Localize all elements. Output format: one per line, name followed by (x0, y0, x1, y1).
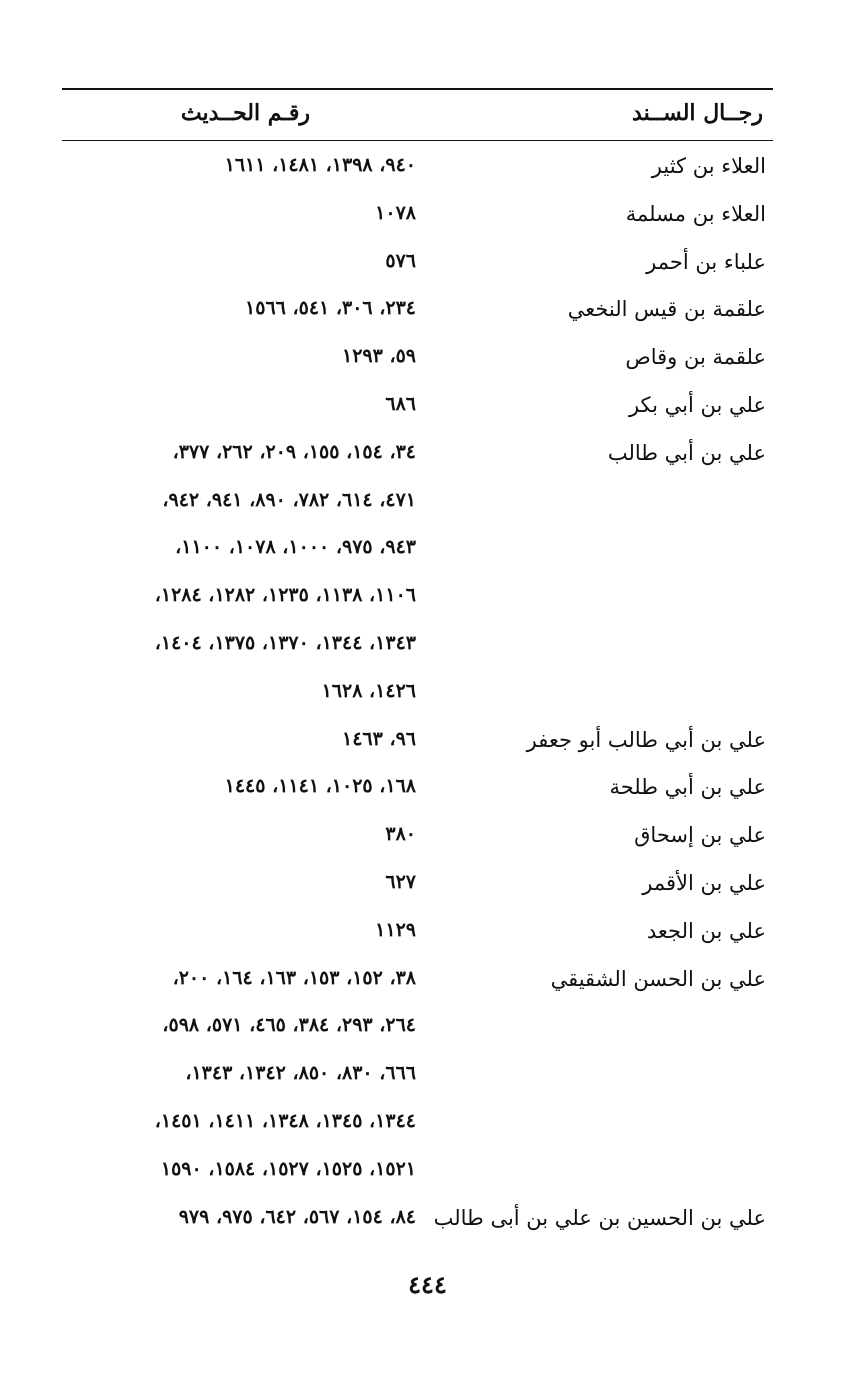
hadith-numbers: ١١٠٦، ١١٣٨، ١٢٣٥، ١٢٨٢، ١٢٨٤، (154, 584, 416, 607)
narrator-name: علي بن أبي طلحة (609, 775, 766, 800)
hadith-numbers: ٦٦٦، ٨٣٠، ٨٥٠، ١٣٤٢، ١٣٤٣، (185, 1062, 416, 1085)
narrator-name: علباء بن أحمر (646, 249, 766, 274)
table-row (60, 1006, 766, 1054)
hadith-numbers: ٢٦٤، ٢٩٣، ٣٨٤، ٤٦٥، ٥٧١، ٥٩٨، (162, 1014, 416, 1037)
table-row (60, 911, 766, 959)
table-row (60, 767, 766, 815)
hadith-numbers: ٥٩، ١٢٩٣ (342, 345, 416, 368)
narrator-name: علي بن الجعد (646, 918, 766, 943)
hadith-numbers: ١٦٨، ١٠٢٥، ١١٤١، ١٤٤٥ (224, 775, 416, 798)
table-row (60, 672, 766, 720)
hadith-numbers: ٩٤٠، ١٣٩٨، ١٤٨١، ١٦١١ (224, 154, 416, 176)
table-row (60, 194, 766, 242)
narrator-name: علي بن الحسن الشقيقي (550, 966, 766, 991)
table-row (60, 481, 766, 529)
hadith-numbers: ١٣٤٣، ١٣٤٤، ١٣٧٠، ١٣٧٥، ١٤٠٤، (154, 631, 416, 654)
narrator-name: علقمة بن قيس النخعي (567, 297, 766, 322)
header-narrators: رجــال الســند (632, 100, 763, 126)
hadith-numbers: ٩٤٣، ٩٧٥، ١٠٠٠، ١٠٧٨، ١١٠٠، (175, 536, 416, 559)
table-row (60, 1102, 766, 1150)
header-rule (62, 140, 773, 141)
narrator-name: علي بن أبي طالب أبو جعفر (526, 727, 766, 752)
narrator-name: علقمة بن وقاص (625, 345, 766, 370)
table-row (60, 289, 766, 337)
hadith-numbers: ٨٤، ١٥٤، ٥٦٧، ٦٤٢، ٩٧٥، ٩٧٩ (178, 1205, 416, 1228)
hadith-numbers: ٩٦، ١٤٦٣ (342, 727, 416, 750)
top-rule (62, 88, 773, 90)
table-row (60, 1150, 766, 1198)
table-row (60, 528, 766, 576)
hadith-numbers: ١٥٢١، ١٥٢٥، ١٥٢٧، ١٥٨٤، ١٥٩٠ (160, 1157, 416, 1180)
hadith-numbers: ١٤٢٦، ١٦٢٨ (321, 679, 416, 702)
table-row (60, 385, 766, 433)
hadith-numbers: ٦٢٧ (385, 870, 416, 893)
table-row (60, 146, 766, 194)
hadith-numbers: ٣٨٠ (385, 823, 416, 846)
table-row (60, 815, 766, 863)
hadith-numbers: ٣٨، ١٥٢، ١٥٣، ١٦٣، ١٦٤، ٢٠٠، (172, 966, 416, 989)
narrator-name: العلاء بن كثير (651, 154, 766, 178)
hadith-numbers: ١٠٧٨ (375, 201, 416, 224)
narrator-name: علي بن أبي طالب (607, 440, 766, 465)
table-row (60, 1198, 766, 1246)
hadith-numbers: ٤٧١، ٦١٤، ٧٨٢، ٨٩٠، ٩٤١، ٩٤٢، (162, 488, 416, 511)
narrator-name: علي بن الحسين بن علي بن أبى طالب (433, 1205, 766, 1230)
narrator-name: العلاء بن مسلمة (625, 201, 766, 226)
table-row (60, 720, 766, 768)
hadith-numbers: ٦٨٦ (385, 392, 416, 415)
narrator-name: علي بن أبي بكر (628, 392, 766, 417)
table-row (60, 1054, 766, 1102)
hadith-numbers: ٢٣٤، ٣٠٦، ٥٤١، ١٥٦٦ (245, 297, 416, 320)
table-row (60, 863, 766, 911)
table-row (60, 242, 766, 290)
table-row (60, 624, 766, 672)
table-row (60, 576, 766, 624)
hadith-numbers: ٣٤، ١٥٤، ١٥٥، ٢٠٩، ٢٦٢، ٣٧٧، (172, 440, 416, 463)
page-number: ٤٤٤ (408, 1270, 447, 1299)
header-hadith-numbers: رقـم الحــديث (180, 100, 310, 126)
hadith-numbers: ٥٧٦ (385, 249, 416, 272)
table-row (60, 959, 766, 1007)
hadith-numbers: ١١٢٩ (375, 918, 416, 941)
narrator-name: علي بن إسحاق (634, 823, 766, 848)
narrator-name: علي بن الأقمر (642, 870, 766, 895)
index-table (60, 146, 766, 1245)
table-row (60, 337, 766, 385)
hadith-numbers: ١٣٤٤، ١٣٤٥، ١٣٤٨، ١٤١١، ١٤٥١، (154, 1109, 416, 1132)
table-row (60, 433, 766, 481)
